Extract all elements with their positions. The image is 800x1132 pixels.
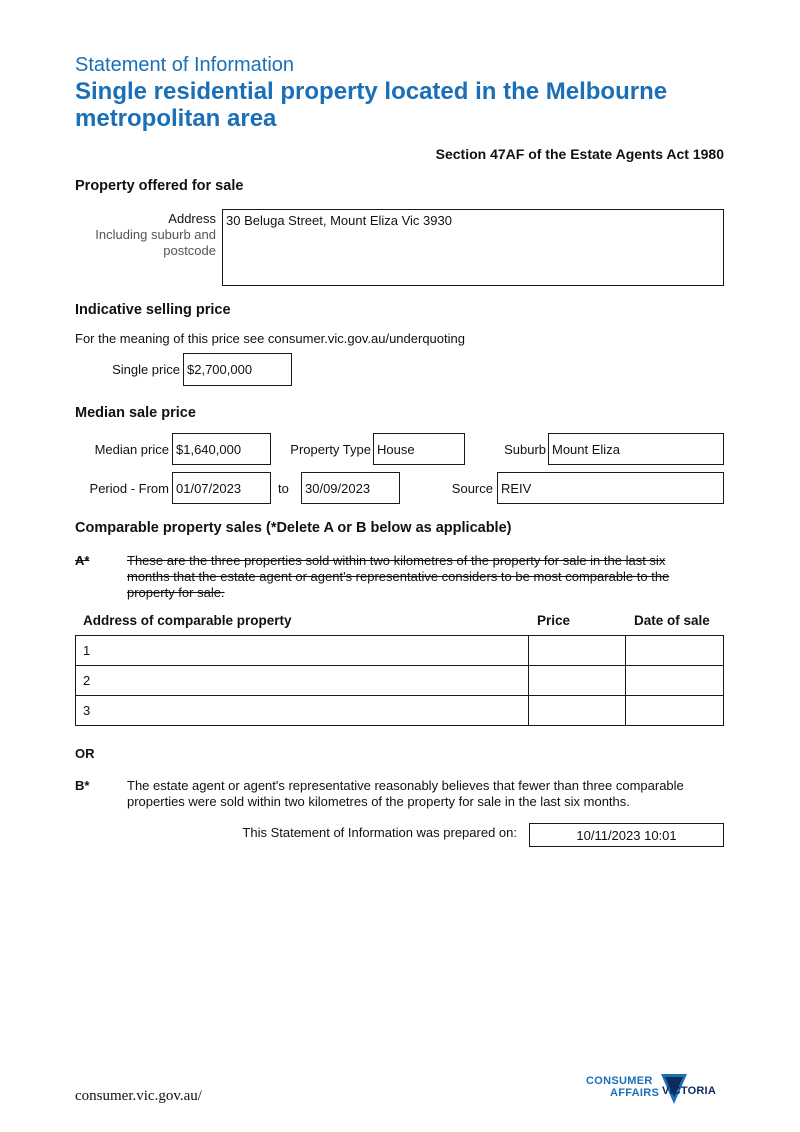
table-row — [76, 696, 724, 726]
single-price-field[interactable]: $2,700,000 — [183, 353, 292, 386]
date-cell[interactable] — [626, 636, 724, 666]
row-number-cell[interactable]: 1 — [76, 636, 529, 666]
document-subtitle: Statement of Information — [75, 54, 295, 76]
median-price-label: Median price — [94, 442, 169, 457]
row-number-cell[interactable]: 3 — [76, 696, 529, 726]
median-heading: Median sale price — [75, 405, 196, 421]
indicative-heading: Indicative selling price — [75, 302, 231, 318]
table-row — [76, 666, 724, 696]
document-title-line-1: Single residential property located in the Melbourne — [75, 78, 668, 105]
logo-affairs-text: AFFAIRS — [610, 1087, 660, 1099]
source-field[interactable]: REIV — [497, 472, 724, 504]
comparable-table — [75, 635, 724, 726]
property-type-label: Property Type — [290, 442, 371, 457]
address-label: Address — [168, 211, 216, 226]
period-to-field[interactable]: 30/09/2023 — [301, 472, 400, 504]
date-cell[interactable] — [626, 666, 724, 696]
or-label: OR — [75, 746, 95, 761]
period-from-label: Period - From — [89, 481, 169, 496]
address-field[interactable]: 30 Beluga Street, Mount Eliza Vic 3930 — [222, 209, 724, 286]
col-header-address: Address of comparable property — [83, 613, 292, 628]
row-number-cell[interactable]: 2 — [76, 666, 529, 696]
col-header-date: Date of sale — [634, 613, 710, 628]
option-b-text-line-2: properties were sold within two kilometres of the property for sale in the last six months. — [127, 794, 630, 809]
source-label: Source — [451, 481, 493, 496]
period-from-field[interactable]: 01/07/2023 — [172, 472, 271, 504]
price-cell[interactable] — [529, 666, 626, 696]
suburb-label: Suburb — [504, 442, 546, 457]
property-type-field[interactable]: House — [373, 433, 465, 465]
footer-url[interactable]: consumer.vic.gov.au/ — [75, 1088, 202, 1104]
option-b-marker[interactable]: B* — [75, 778, 90, 793]
property-heading: Property offered for sale — [75, 178, 244, 194]
option-a-text-line-1: These are the three properties sold within two kilometres of the property for sale in the last six — [127, 553, 666, 568]
prepared-on-field[interactable]: 10/11/2023 10:01 — [529, 823, 724, 847]
act-reference: Section 47AF of the Estate Agents Act 1980 — [435, 146, 724, 162]
prepared-on-label: This Statement of Information was prepared on: — [242, 825, 517, 840]
price-cell[interactable] — [529, 696, 626, 726]
date-cell[interactable] — [626, 696, 724, 726]
logo-consumer-text: CONSUMER — [586, 1075, 653, 1087]
price-cell[interactable] — [529, 636, 626, 666]
period-to-label: to — [278, 481, 289, 496]
single-price-label: Single price — [112, 362, 180, 377]
option-a-text-line-3: property for sale. — [127, 585, 225, 600]
document-title-line-2: metropolitan area — [75, 105, 277, 132]
logo-victoria-text: VICTORIA — [662, 1085, 716, 1097]
comparable-heading: Comparable property sales (*Delete A or B below as applicable) — [75, 520, 512, 536]
address-hint-2: postcode — [163, 243, 216, 258]
address-hint-1: Including suburb and — [95, 227, 216, 242]
suburb-field[interactable]: Mount Eliza — [548, 433, 724, 465]
median-price-field[interactable]: $1,640,000 — [172, 433, 271, 465]
option-a-text-line-2: months that the estate agent or agent's representative considers to be most comparable to the — [127, 569, 670, 584]
option-a-marker[interactable]: A* — [75, 553, 90, 568]
option-b-text-line-1: The estate agent or agent's representative reasonably believes that fewer than three comparable — [127, 778, 684, 793]
indicative-note: For the meaning of this price see consumer.vic.gov.au/underquoting — [75, 331, 465, 346]
consumer-affairs-victoria-logo — [584, 1072, 726, 1112]
table-row — [76, 636, 724, 666]
col-header-price: Price — [537, 613, 571, 628]
